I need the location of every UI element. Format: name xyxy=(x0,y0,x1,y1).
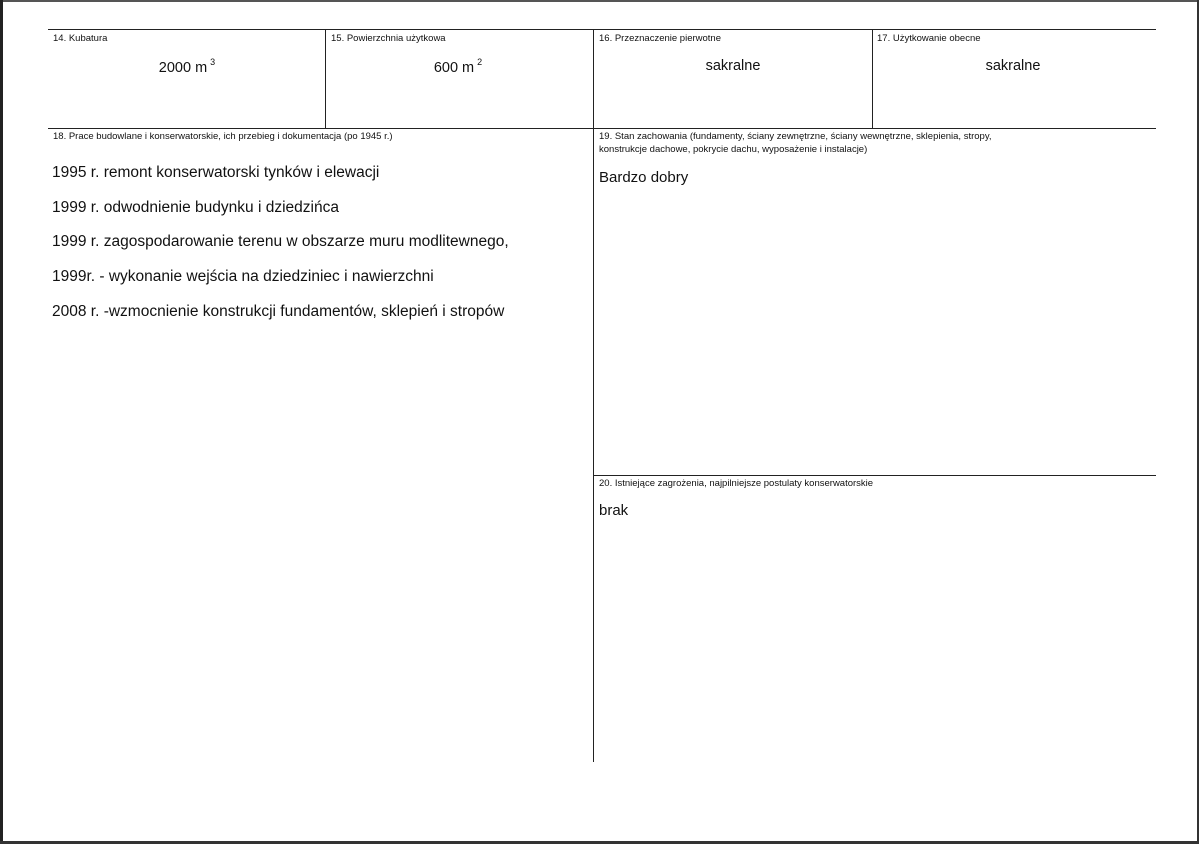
zagrozenia-value: brak xyxy=(599,502,629,519)
prace-entry: 1999 r. odwodnienie budynku i dziedzińca xyxy=(52,198,339,216)
section-20-divider xyxy=(593,475,1156,476)
stan-value: Bardzo dobry xyxy=(599,169,689,186)
przeznaczenie-value: sakralne xyxy=(705,58,761,74)
stan-label-line2: konstrukcje dachowe, pokrycie dachu, wyposażenie i instalacje) xyxy=(599,144,868,155)
cell-divider-15-16 xyxy=(593,29,594,762)
cell-divider-14-15 xyxy=(325,29,326,129)
powierzchnia-value xyxy=(434,57,482,76)
prace-entries xyxy=(52,163,509,336)
prace-entry: 2008 r. -wzmocnienie konstrukcji fundamentów, sklepień i stropów xyxy=(52,302,505,320)
stan-label-line1: 19. Stan zachowania (fundamenty, ściany zewnętrzne, ściany wewnętrzne, sklepienia, stropy, xyxy=(599,131,992,142)
uzytkowanie-label: 17. Użytkowanie obecne xyxy=(877,33,981,44)
kubatura-label: 14. Kubatura xyxy=(53,33,108,44)
uzytkowanie-value: sakralne xyxy=(985,58,1041,74)
kubatura-number: 2000 m xyxy=(158,60,208,76)
prace-entry: 1999r. - wykonanie wejścia na dziedziniec i nawierzchni xyxy=(52,268,434,286)
prace-label: 18. Prace budowlane i konserwatorskie, ich przebieg i dokumentacja (po 1945 r.) xyxy=(53,131,393,142)
przeznaczenie-label: 16. Przeznaczenie pierwotne xyxy=(599,33,721,44)
zagrozenia-label: 20. Istniejące zagrożenia, najpilniejsze postulaty konserwatorskie xyxy=(599,478,874,489)
form-row-divider xyxy=(48,128,1156,129)
kubatura-unit-exponent: 3 xyxy=(210,57,216,67)
prace-entry: 1995 r. remont konserwatorski tynków i elewacji xyxy=(52,164,380,181)
prace-entry: 1999 r. zagospodarowanie terenu w obszarze muru modlitewnego, xyxy=(52,233,509,251)
powierzchnia-label: 15. Powierzchnia użytkowa xyxy=(331,33,446,44)
powierzchnia-unit-exponent: 2 xyxy=(477,57,483,67)
page-edge-left xyxy=(0,0,3,844)
cell-divider-16-17 xyxy=(872,29,873,129)
form-top-rule xyxy=(48,29,1156,30)
kubatura-value xyxy=(159,57,215,76)
powierzchnia-number: 600 m xyxy=(433,60,475,76)
page-edge-top xyxy=(0,0,1199,2)
